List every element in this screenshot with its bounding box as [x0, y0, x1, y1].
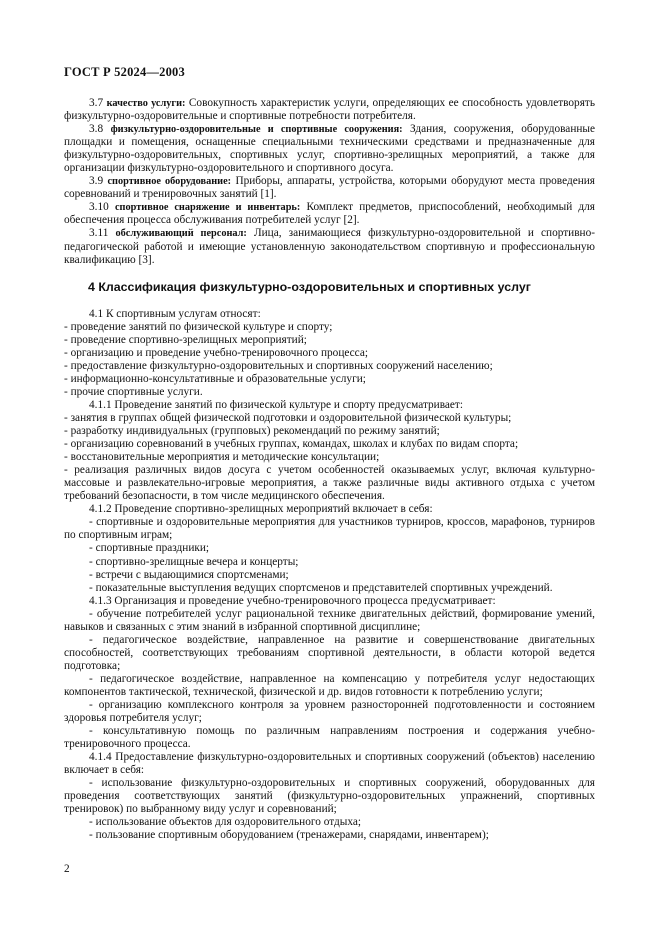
list-item: - проведение спортивно-зрелищных мероприятий; — [64, 333, 307, 346]
list-item: - консультативную помощь по различным направлениям построения и содержания учебно-тренировочного процесса. — [64, 725, 595, 751]
list-item: - организацию комплексного контроля за уровнем разносторонней подготовленности и состоянием здоровья потребителя услуг; — [64, 699, 595, 725]
list-item: - организацию и проведение учебно-тренировочного процесса; — [64, 346, 368, 359]
clause-heading: 4.1.3 Организация и проведение учебно-тренировочного процесса предусматривает: — [89, 594, 496, 607]
term-label: спортивное оборудование: — [107, 176, 232, 188]
term-label: спортивное снаряжение и инвентарь: — [114, 202, 301, 214]
definition-3-7: 3.7 качество услуги: Совокупность характеристик услуги, определяющих ее способность удовлетворять физкультурно-оздоровительные и спортивные потребности потребителя. — [64, 97, 595, 123]
term-label: качество услуги: — [106, 98, 186, 109]
list-item: - спортивно-зрелищные вечера и концерты; — [89, 555, 299, 568]
list-item: - восстановительные мероприятия и методические консультации; — [64, 451, 380, 464]
term-label: обслуживающий персонал: — [115, 228, 247, 240]
clause-heading: 4.1 К спортивным услугам относят: — [89, 307, 261, 320]
list-item: - педагогическое воздействие, направленное на компенсацию у потребителя услуг недостающих компонентов тактической, технической, физической и др. видов готовности к потреблению услуги; — [64, 672, 595, 698]
definition-3-10: 3.10 спортивное снаряжение и инвентарь: Комплект предметов, приспособлений, необходимый для обеспечения процесса обслуживания потребителей услуг [2]. — [64, 201, 595, 227]
term-label: физкультурно-оздоровительные и спортивные сооружения: — [110, 124, 403, 136]
document-body — [64, 97, 595, 843]
list-item: - разработку индивидуальных (групповых) рекомендаций по режиму занятий; — [64, 425, 440, 438]
list-item: - реализация различных видов досуга с учетом особенностей оказываемых услуг, включая культурно-массовые и развлекательно-игровые мероприятия, а также различные виды активного отдыха с учетом требований безопасности, в том числе медицинского обеспечения. — [64, 464, 595, 503]
list-item: - организацию соревнований в учебных группах, командах, школах и клубах по видам спорта; — [64, 438, 519, 451]
page-number: 2 — [64, 863, 70, 875]
list-item: - информационно-консультативные и образовательные услуги; — [64, 372, 366, 385]
list-item: - проведение занятий по физической культуре и спорту; — [64, 320, 333, 333]
clause-heading: 4.1.4 Предоставление физкультурно-оздоровительных и спортивных сооружений (объектов) населению включает в себя: — [64, 751, 595, 777]
clause-heading: 4.1.2 Проведение спортивно-зрелищных мероприятий включает в себя: — [89, 503, 433, 516]
definition-3-8: 3.8 физкультурно-оздоровительные и спортивные сооружения: Здания, сооружения, оборудованные площадки и помещения, оснащенные специальными техническими средствами и предназначенные для физкультурно-оздоровительных, спортивных услуг, спортивно-зрелищных мероприятий, а также для организации физкультурно-оздоровительного и спортивного досуга. — [64, 123, 596, 175]
list-item: - спортивные праздники; — [89, 542, 210, 555]
list-item: - спортивные и оздоровительные мероприятия для участников турниров, кроссов, марафонов, турниров по спортивным играм; — [64, 516, 595, 542]
list-item: - педагогическое воздействие, направленное на развитие и совершенствование двигательных способностей, соответствующих требованиям спортивной деятельности, в области которой ведется подготовка; — [64, 633, 595, 672]
definition-3-11: 3.11 обслуживающий персонал: Лица, занимающиеся физкультурно-оздоровительной и спортивно-педагогической работой и имеющие установленную законодательством спортивную и профессиональную квалификацию [3]. — [64, 227, 595, 266]
document-header: ГОСТ Р 52024—2003 — [64, 65, 185, 79]
section-title: 4 Классификация физкультурно-оздоровительных и спортивных услуг — [88, 279, 531, 294]
section-body — [64, 308, 595, 843]
list-item: - пользование спортивным оборудованием (тренажерами, снарядами, инвентарем); — [89, 829, 489, 842]
definition-3-9: 3.9 спортивное оборудование: Приборы, аппараты, устройства, которыми оборудуют места проведения соревнований и тренировочных занятий [1]. — [64, 175, 595, 201]
list-item: - использование физкультурно-оздоровительных и спортивных сооружений, оборудованных для проведения соответствующих занятий (физкультурно-оздоровительных упражнений, спортивных тренировок) по выбранному виду услуг и соревнований; — [64, 777, 595, 816]
list-item: - встречи с выдающимися спортсменами; — [89, 568, 289, 581]
list-item: - показательные выступления ведущих спортсменов и представителей спортивных учреждений. — [89, 581, 553, 594]
list-item: - обучение потребителей услуг рациональной технике двигательных действий, формирование умений, навыков и связанных с этим знаний в избранной спортивной дисциплине; — [64, 607, 595, 633]
definitions-list — [64, 97, 595, 267]
list-item: - использование объектов для оздоровительного отдыха; — [89, 816, 361, 829]
list-item: - прочие спортивные услуги. — [64, 385, 203, 398]
list-item: - предоставление физкультурно-оздоровительных и спортивных сооружений населению; — [64, 359, 493, 372]
list-item: - занятия в группах общей физической подготовки и оздоровительной физической культуры; — [64, 411, 512, 424]
clause-heading: 4.1.1 Проведение занятий по физической культуре и спорту предусматривает: — [89, 398, 464, 411]
